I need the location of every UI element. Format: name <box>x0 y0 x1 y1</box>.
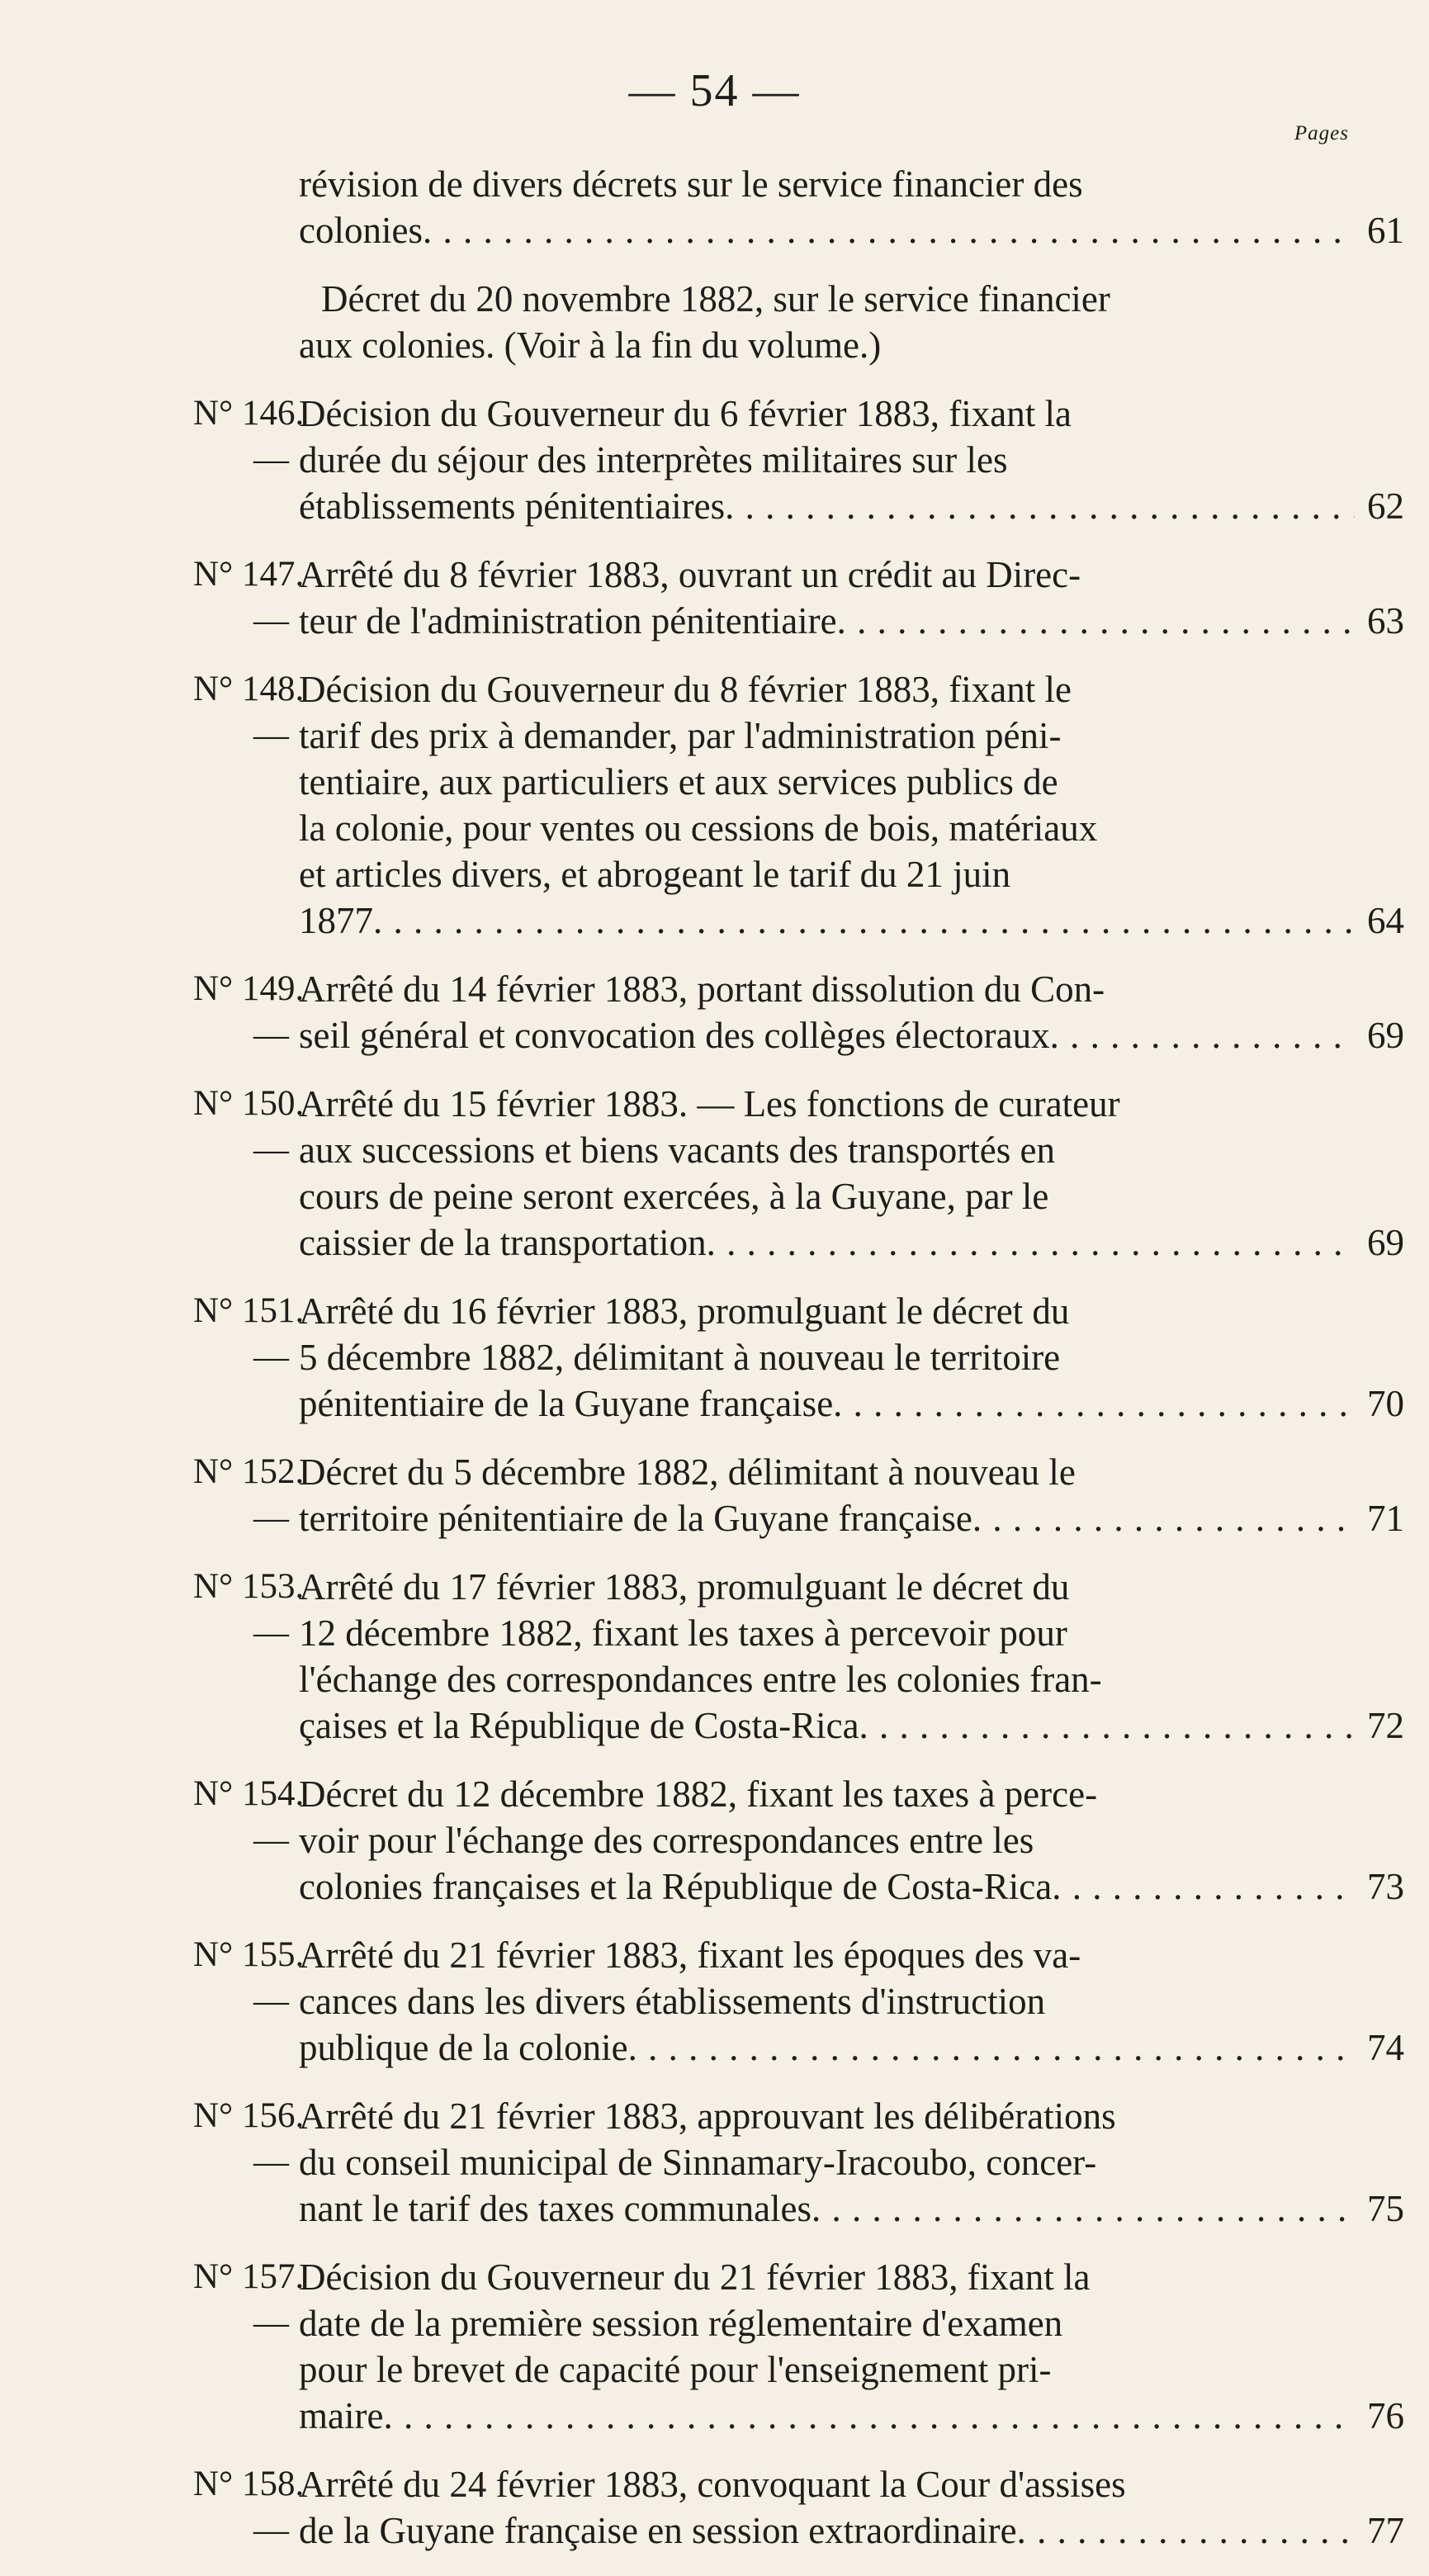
entry-body <box>299 1449 1429 1541</box>
page-reference: 61 <box>1367 210 1404 251</box>
entry-line-text: 5 décembre 1882, délimitant à nouveau le territoire <box>299 1337 1061 1378</box>
entry-line-text: Décision du Gouverneur du 8 février 1883, fixant le <box>299 669 1072 710</box>
entry-line <box>299 1932 1429 1978</box>
toc-entry <box>0 276 1429 368</box>
pages-column-label: Pages <box>1294 122 1349 144</box>
dot-leader <box>707 1219 1355 1266</box>
entry-number <box>0 2461 305 2554</box>
entry-line <box>299 2346 1429 2393</box>
entry-dash: — <box>253 1338 289 1376</box>
entry-line-text: 12 décembre 1882, fixant les taxes à percevoir pour <box>299 1612 1067 1654</box>
entry-line-text: révision de divers décrets sur le service financier des <box>299 163 1083 205</box>
entry-line <box>299 1863 1429 1910</box>
entry-line-text: Arrêté du 21 février 1883, fixant les époques des va- <box>299 1934 1081 1976</box>
entry-number <box>0 391 305 483</box>
entry-line <box>299 1771 1429 1817</box>
page-reference: 71 <box>1367 1498 1404 1539</box>
page-reference: 75 <box>1367 2188 1404 2229</box>
page-reference: 62 <box>1367 485 1404 527</box>
toc-entry <box>0 1932 1429 2071</box>
entry-number-text: N° 155. <box>193 1935 305 1974</box>
entry-line-text: teur de l'administration pénitentiaire <box>299 600 837 642</box>
entry-line-text: Arrêté du 8 février 1883, ouvrant un crédit au Direc- <box>299 554 1081 595</box>
entry-line <box>299 1334 1429 1380</box>
entry-line <box>299 805 1429 851</box>
entry-line <box>299 1081 1429 1127</box>
entry-body <box>299 276 1429 368</box>
toc-entry <box>0 1564 1429 1749</box>
entry-line-text: Décision du Gouverneur du 21 février 1883, fixant la <box>299 2256 1091 2298</box>
toc-entry <box>0 1081 1429 1266</box>
entry-line <box>299 2093 1429 2139</box>
entry-line <box>299 552 1429 598</box>
entry-number <box>0 552 305 644</box>
entry-number <box>0 1288 305 1380</box>
entry-number-text: N° 156. <box>193 2096 305 2135</box>
entry-line <box>299 1012 1429 1058</box>
entry-line-text: maire <box>299 2395 384 2436</box>
entry-number-text: N° 157. <box>193 2257 305 2296</box>
entry-body <box>299 666 1429 944</box>
page-reference: 77 <box>1367 2510 1404 2551</box>
toc-entry <box>0 161 1429 253</box>
page-reference: 73 <box>1367 1866 1404 1907</box>
page-reference: 63 <box>1367 600 1404 642</box>
entry-line-text: durée du séjour des interprètes militaires sur les <box>299 439 1008 481</box>
entry-dash: — <box>253 1613 289 1652</box>
page-reference: 76 <box>1367 2395 1404 2436</box>
entry-line <box>299 391 1429 437</box>
entry-number <box>0 1564 305 1656</box>
dot-leader <box>628 2024 1355 2071</box>
entry-line <box>299 598 1429 644</box>
entry-line-text: du conseil municipal de Sinnamary-Iracoubo, concer- <box>299 2142 1097 2183</box>
entry-number-text: N° 148. <box>193 670 305 708</box>
entry-line <box>299 1449 1429 1495</box>
entry-number <box>0 2093 305 2185</box>
entry-dash: — <box>253 1130 289 1169</box>
entry-line-text: l'échange des correspondances entre les colonies fran- <box>299 1659 1102 1700</box>
entry-line <box>299 2024 1429 2071</box>
entry-number <box>0 2254 305 2346</box>
entry-line-text: Décret du 20 novembre 1882, sur le service financier <box>321 278 1110 320</box>
entry-line-text: cances dans les divers établissements d'instruction <box>299 1981 1046 2022</box>
entry-line-text: et articles divers, et abrogeant le tarif du 21 juin <box>299 854 1011 895</box>
entry-line-text: aux colonies. (Voir à la fin du volume.) <box>299 324 882 366</box>
entry-line <box>299 483 1429 529</box>
entry-line-text: pénitentiaire de la Guyane française <box>299 1383 834 1424</box>
entry-line-text: établissements pénitentiaires <box>299 485 726 527</box>
entry-number <box>0 1771 305 1863</box>
toc-entry <box>0 1771 1429 1910</box>
entry-line <box>299 1978 1429 2024</box>
entry-dash: — <box>253 440 289 479</box>
entry-dash: — <box>253 2304 289 2342</box>
toc-entry <box>0 2254 1429 2439</box>
entry-line-text: Arrêté du 24 février 1883, convoquant la Cour d'assises <box>299 2464 1126 2505</box>
entry-line-text: cours de peine seront exercées, à la Guyane, par le <box>299 1176 1049 1217</box>
entry-line <box>299 666 1429 713</box>
toc-entry <box>0 2461 1429 2554</box>
entry-line-text: Décret du 5 décembre 1882, délimitant à nouveau le <box>299 1451 1076 1493</box>
entry-line-text: caissier de la transportation <box>299 1222 707 1263</box>
entry-body <box>299 1771 1429 1910</box>
entry-line <box>299 2461 1429 2507</box>
page-reference: 70 <box>1367 1383 1404 1424</box>
dot-leader <box>812 2185 1355 2232</box>
entry-line-text: tarif des prix à demander, par l'administration péni- <box>299 715 1062 756</box>
entry-line <box>299 713 1429 759</box>
entry-number <box>0 1081 305 1173</box>
entry-line <box>299 2254 1429 2300</box>
dot-leader <box>423 207 1355 253</box>
entry-line-text: date de la première session réglementaire d'examen <box>299 2303 1063 2344</box>
toc-entry <box>0 1449 1429 1541</box>
dot-leader <box>1052 1863 1355 1910</box>
entry-line-text: colonies <box>299 210 423 251</box>
dot-leader <box>373 897 1355 944</box>
dot-leader <box>837 598 1355 644</box>
entry-number-text: N° 153. <box>193 1567 305 1606</box>
entry-line <box>299 1380 1429 1427</box>
entry-number <box>0 1449 305 1541</box>
entry-line-text: de la Guyane française en session extraordinaire <box>299 2510 1017 2551</box>
entry-dash: — <box>253 1982 289 2020</box>
entry-line-text: 1877 <box>299 900 373 941</box>
entry-line-text: çaises et la République de Costa-Rica <box>299 1705 859 1746</box>
entry-line <box>299 437 1429 483</box>
entry-number-text: N° 152. <box>193 1452 305 1491</box>
entry-line <box>299 966 1429 1012</box>
entry-line <box>299 1564 1429 1610</box>
entry-line <box>299 1656 1429 1702</box>
entry-line <box>299 322 1429 368</box>
entry-dash: — <box>253 2143 289 2181</box>
entry-body <box>299 2093 1429 2232</box>
entry-line-text: seil général et convocation des collèges électoraux <box>299 1015 1050 1056</box>
entry-line <box>299 1702 1429 1749</box>
entry-number <box>0 666 305 759</box>
entry-line-text: Décret du 12 décembre 1882, fixant les taxes à perce- <box>299 1773 1098 1815</box>
entry-line <box>299 897 1429 944</box>
entry-body <box>299 1564 1429 1749</box>
entry-number-text: N° 146. <box>193 394 305 433</box>
toc-entry <box>0 2093 1429 2232</box>
entry-line-text: publique de la colonie <box>299 2027 628 2068</box>
entry-body <box>299 552 1429 644</box>
page-reference: 69 <box>1367 1015 1404 1056</box>
entry-body <box>299 1932 1429 2071</box>
page-reference: 64 <box>1367 900 1404 941</box>
entry-line <box>299 851 1429 897</box>
entry-dash: — <box>253 2511 289 2550</box>
entry-line <box>299 759 1429 805</box>
entry-number-text: N° 150. <box>193 1084 305 1123</box>
dot-leader <box>833 1380 1355 1427</box>
entry-line-text: voir pour l'échange des correspondances entre les <box>299 1820 1034 1861</box>
entry-body <box>299 391 1429 529</box>
entry-body <box>299 2254 1429 2439</box>
entry-number-text: N° 158. <box>193 2465 305 2503</box>
entry-dash: — <box>253 716 289 755</box>
entry-line-text: Arrêté du 21 février 1883, approuvant les délibérations <box>299 2095 1116 2137</box>
page-reference: 72 <box>1367 1705 1404 1746</box>
dot-leader <box>972 1495 1355 1541</box>
dot-leader <box>1050 1012 1355 1058</box>
entry-dash: — <box>253 601 289 640</box>
entry-line-text: Arrêté du 15 février 1883. — Les fonctions de curateur <box>299 1083 1120 1125</box>
entry-number <box>0 1932 305 2024</box>
entry-number-text: N° 154. <box>193 1774 305 1813</box>
entry-line-text: pour le brevet de capacité pour l'enseignement pri- <box>299 2349 1052 2390</box>
entry-line <box>299 2393 1429 2439</box>
entry-line-text: territoire pénitentiaire de la Guyane française <box>299 1498 972 1539</box>
page-reference: 69 <box>1367 1222 1404 1263</box>
entry-line <box>299 276 1429 322</box>
page-reference: 74 <box>1367 2027 1404 2068</box>
entry-dash: — <box>253 1821 289 1859</box>
entry-line <box>299 1288 1429 1334</box>
entry-line-text: la colonie, pour ventes ou cessions de bois, matériaux <box>299 807 1098 849</box>
entry-line <box>299 1495 1429 1541</box>
entry-body <box>299 1081 1429 1266</box>
toc-entry <box>0 966 1429 1058</box>
entry-number <box>0 966 305 1058</box>
entry-body <box>299 1288 1429 1427</box>
entry-line <box>299 2507 1429 2554</box>
entry-body <box>299 2461 1429 2554</box>
page-number: — 54 — <box>628 65 801 116</box>
entry-line-text: Décision du Gouverneur du 6 février 1883, fixant la <box>299 393 1072 434</box>
entry-line <box>299 1610 1429 1656</box>
entry-number-text: N° 149. <box>193 969 305 1008</box>
entry-body <box>299 161 1429 253</box>
toc-entry <box>0 1288 1429 1427</box>
entry-line <box>299 2139 1429 2185</box>
dot-leader <box>383 2393 1355 2439</box>
entry-number-text: N° 151. <box>193 1291 305 1330</box>
toc-entry <box>0 666 1429 944</box>
entry-line <box>299 1817 1429 1863</box>
entry-body <box>299 966 1429 1058</box>
toc-entry <box>0 391 1429 529</box>
entry-line-text: nant le tarif des taxes communales <box>299 2188 812 2229</box>
entry-line <box>299 1127 1429 1173</box>
entry-dash: — <box>253 1016 289 1054</box>
entry-dash: — <box>253 1499 289 1537</box>
entry-line <box>299 2300 1429 2346</box>
table-of-contents <box>0 161 1429 2576</box>
entry-line <box>299 161 1429 207</box>
entry-number-text: N° 147. <box>193 555 305 594</box>
entry-line <box>299 1219 1429 1266</box>
dot-leader <box>859 1702 1355 1749</box>
entry-line-text: Arrêté du 14 février 1883, portant dissolution du Con- <box>299 968 1105 1010</box>
entry-line <box>299 2185 1429 2232</box>
entry-line-text: colonies françaises et la République de Costa-Rica <box>299 1866 1053 1907</box>
entry-line <box>299 1173 1429 1219</box>
toc-entry <box>0 552 1429 644</box>
entry-line-text: Arrêté du 17 février 1883, promulguant le décret du <box>299 1566 1070 1608</box>
entry-line-text: aux successions et biens vacants des transportés en <box>299 1129 1055 1171</box>
dot-leader <box>1017 2507 1355 2554</box>
entry-line-text: Arrêté du 16 février 1883, promulguant le décret du <box>299 1290 1070 1332</box>
entry-line <box>299 207 1429 253</box>
dot-leader <box>725 483 1355 529</box>
entry-line-text: tentiaire, aux particuliers et aux services publics de <box>299 761 1058 803</box>
